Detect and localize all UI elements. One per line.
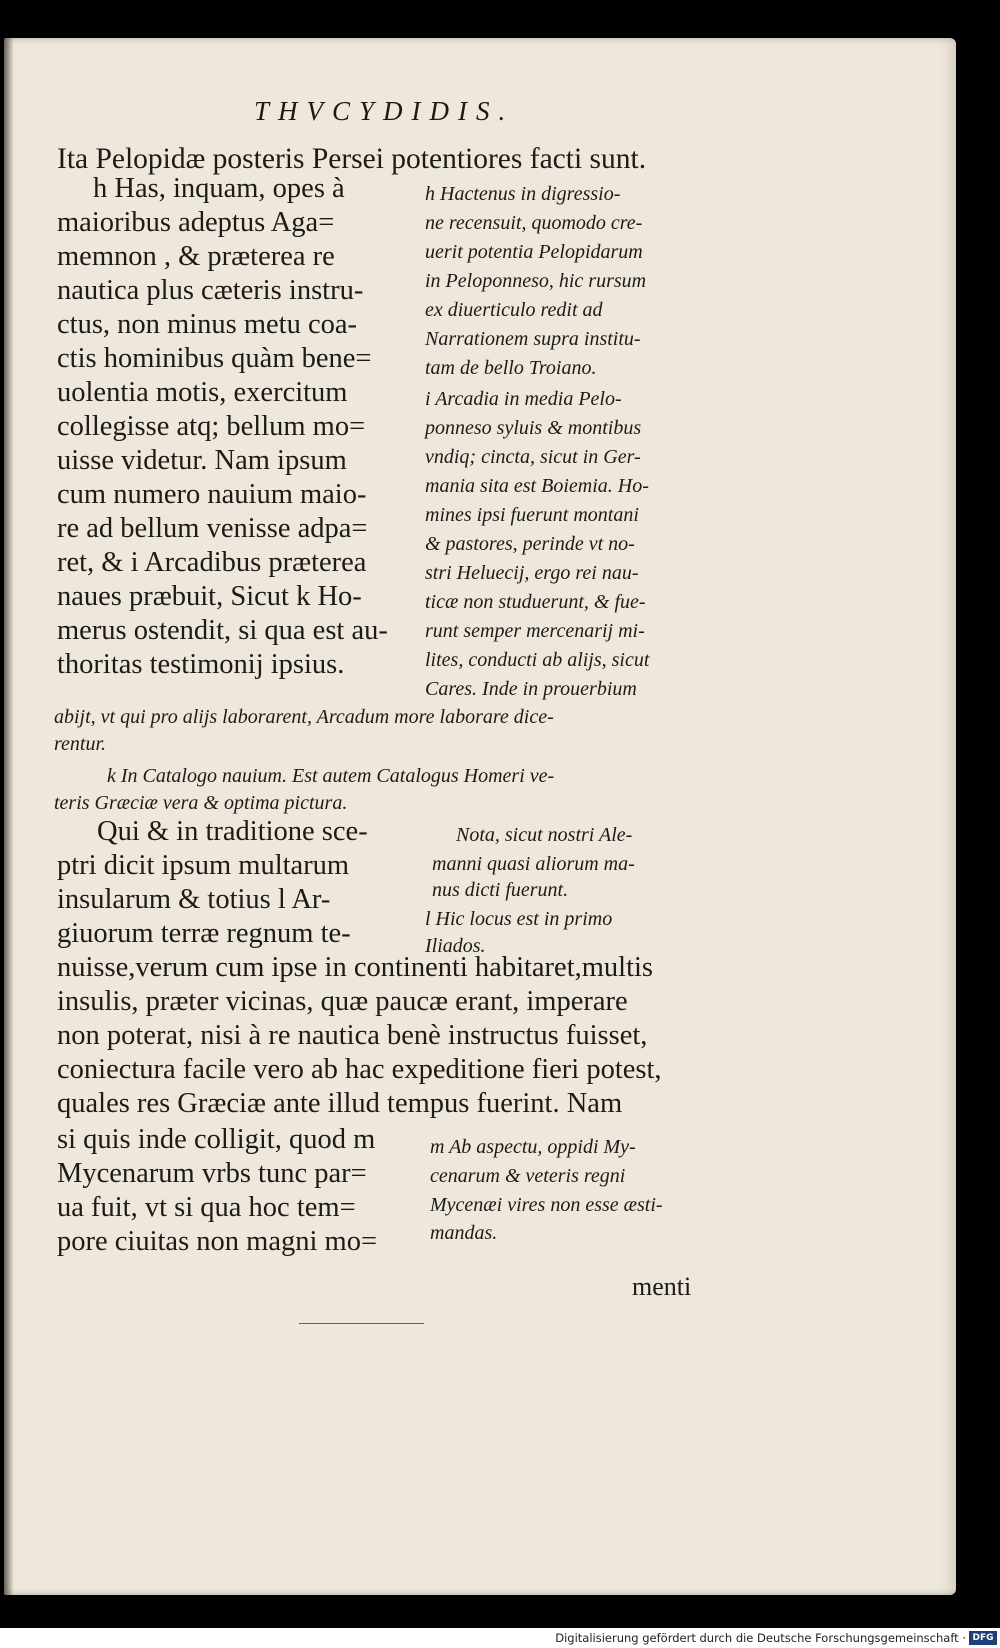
main-text-line: re ad bellum venisse adpa= <box>57 513 368 544</box>
main-text-line: h Has, inquam, opes à <box>93 173 345 204</box>
note-line: uerit potentia Pelopidarum <box>425 241 643 263</box>
note-line: lites, conducti ab alijs, sicut <box>425 649 650 671</box>
note-line: ticæ non studuerunt, & fue- <box>425 591 646 613</box>
main-text-line: collegisse atq; bellum mo= <box>57 411 366 442</box>
main-text-line: maioribus adeptus Aga= <box>57 207 335 238</box>
note-line: stri Heluecij, ergo rei nau- <box>425 562 639 584</box>
note-line: runt semper mercenarij mi- <box>425 620 645 642</box>
main-text-line: non poterat, nisi à re nautica benè instructus fuisset, <box>57 1020 648 1051</box>
note-line: abijt, vt qui pro alijs laborarent, Arcadum more laborare dice- <box>54 706 554 728</box>
main-text-line: quales res Græciæ ante illud tempus fuerint. Nam <box>57 1088 623 1119</box>
note-line: ne recensuit, quomodo cre- <box>425 212 643 234</box>
first-line: Ita Pelopidæ posteris Persei potentiores facti sunt. <box>57 143 647 175</box>
main-text-line: ctis hominibus quàm bene= <box>57 343 372 374</box>
main-text-line: merus ostendit, si qua est au- <box>57 615 388 646</box>
note-line: Iliados. <box>425 935 486 957</box>
main-text-line: ctus, non minus metu coa- <box>57 309 357 340</box>
main-text-line: thoritas testimonij ipsius. <box>57 649 345 680</box>
note-line: vndiq; cincta, sicut in Ger- <box>425 446 641 468</box>
note-line: h Hactenus in digressio- <box>425 183 621 205</box>
dfg-logo-icon: DFG <box>969 1631 997 1645</box>
note-line: in Peloponneso, hic rursum <box>425 270 647 292</box>
note-line: mandas. <box>430 1222 498 1244</box>
main-text-line: Qui & in traditione sce- <box>97 816 368 847</box>
divider-rule <box>299 1323 424 1324</box>
note-line: rentur. <box>54 733 107 755</box>
main-text-line: pore ciuitas non magni mo= <box>57 1226 378 1257</box>
main-text-line: insularum & totius l Ar- <box>57 884 331 915</box>
main-text-line: coniectura facile vero ab hac expeditione fieri potest, <box>57 1054 662 1085</box>
note-line: teris Græciæ vera & optima pictura. <box>54 792 348 814</box>
note-line: k In Catalogo nauium. Est autem Catalogus Homeri ve- <box>107 765 555 787</box>
main-text-line: naues præbuit, Sicut k Ho- <box>57 581 362 612</box>
note-line: ex diuerticulo redit ad <box>425 299 603 321</box>
note-line: i Arcadia in media Pelo- <box>425 388 622 410</box>
main-text-line: uolentia motis, exercitum <box>57 377 348 408</box>
main-text-line: cum numero nauium maio- <box>57 479 367 510</box>
note-line: m Ab aspectu, oppidi My- <box>430 1136 636 1158</box>
note-line: l Hic locus est in primo <box>425 908 613 930</box>
note-line: nus dicti fuerunt. <box>432 879 569 901</box>
note-line: manni quasi aliorum ma- <box>432 853 635 875</box>
main-text-line: insulis, præter vicinas, quæ paucæ erant, imperare <box>57 986 628 1017</box>
note-line: mines ipsi fuerunt montani <box>425 504 639 526</box>
note-line: Narrationem supra institu- <box>425 328 641 350</box>
spine-shadow <box>4 38 14 1595</box>
main-text-line: nuisse,verum cum ipse in continenti habitaret,multis <box>57 952 654 983</box>
main-text-line: si quis inde colligit, quod m <box>57 1124 376 1155</box>
main-text-line: ua fuit, vt si qua hoc tem= <box>57 1192 356 1223</box>
book-page <box>4 38 956 1595</box>
main-text-line: ptri dicit ipsum multarum <box>57 850 350 881</box>
note-line: ponneso syluis & montibus <box>425 417 642 439</box>
main-text-line: giuorum terræ regnum te- <box>57 918 351 949</box>
main-text-line: Mycenarum vrbs tunc par= <box>57 1158 367 1189</box>
note-line: Nota, sicut nostri Ale- <box>456 824 633 846</box>
main-text-line: memnon , & præterea re <box>57 241 335 272</box>
digitization-footer <box>0 1628 1000 1648</box>
note-line: Mycenæi vires non esse æsti- <box>430 1194 663 1216</box>
note-line: tam de bello Troiano. <box>425 357 597 379</box>
footer-credit: Digitalisierung gefördert durch die Deutsche Forschungsgemeinschaft · <box>555 1631 966 1645</box>
catchword: menti <box>632 1272 692 1301</box>
note-line: cenarum & veteris regni <box>430 1165 626 1187</box>
note-line: mania sita est Boiemia. Ho- <box>425 475 649 497</box>
main-text-line: ret, & i Arcadibus præterea <box>57 547 367 578</box>
main-text-line: nautica plus cæteris instru- <box>57 275 364 306</box>
running-head: THVCYDIDIS. <box>254 96 515 126</box>
note-line: & pastores, perinde vt no- <box>425 533 635 555</box>
note-line: Cares. Inde in prouerbium <box>425 678 637 700</box>
main-text-line: uisse videtur. Nam ipsum <box>57 445 347 476</box>
